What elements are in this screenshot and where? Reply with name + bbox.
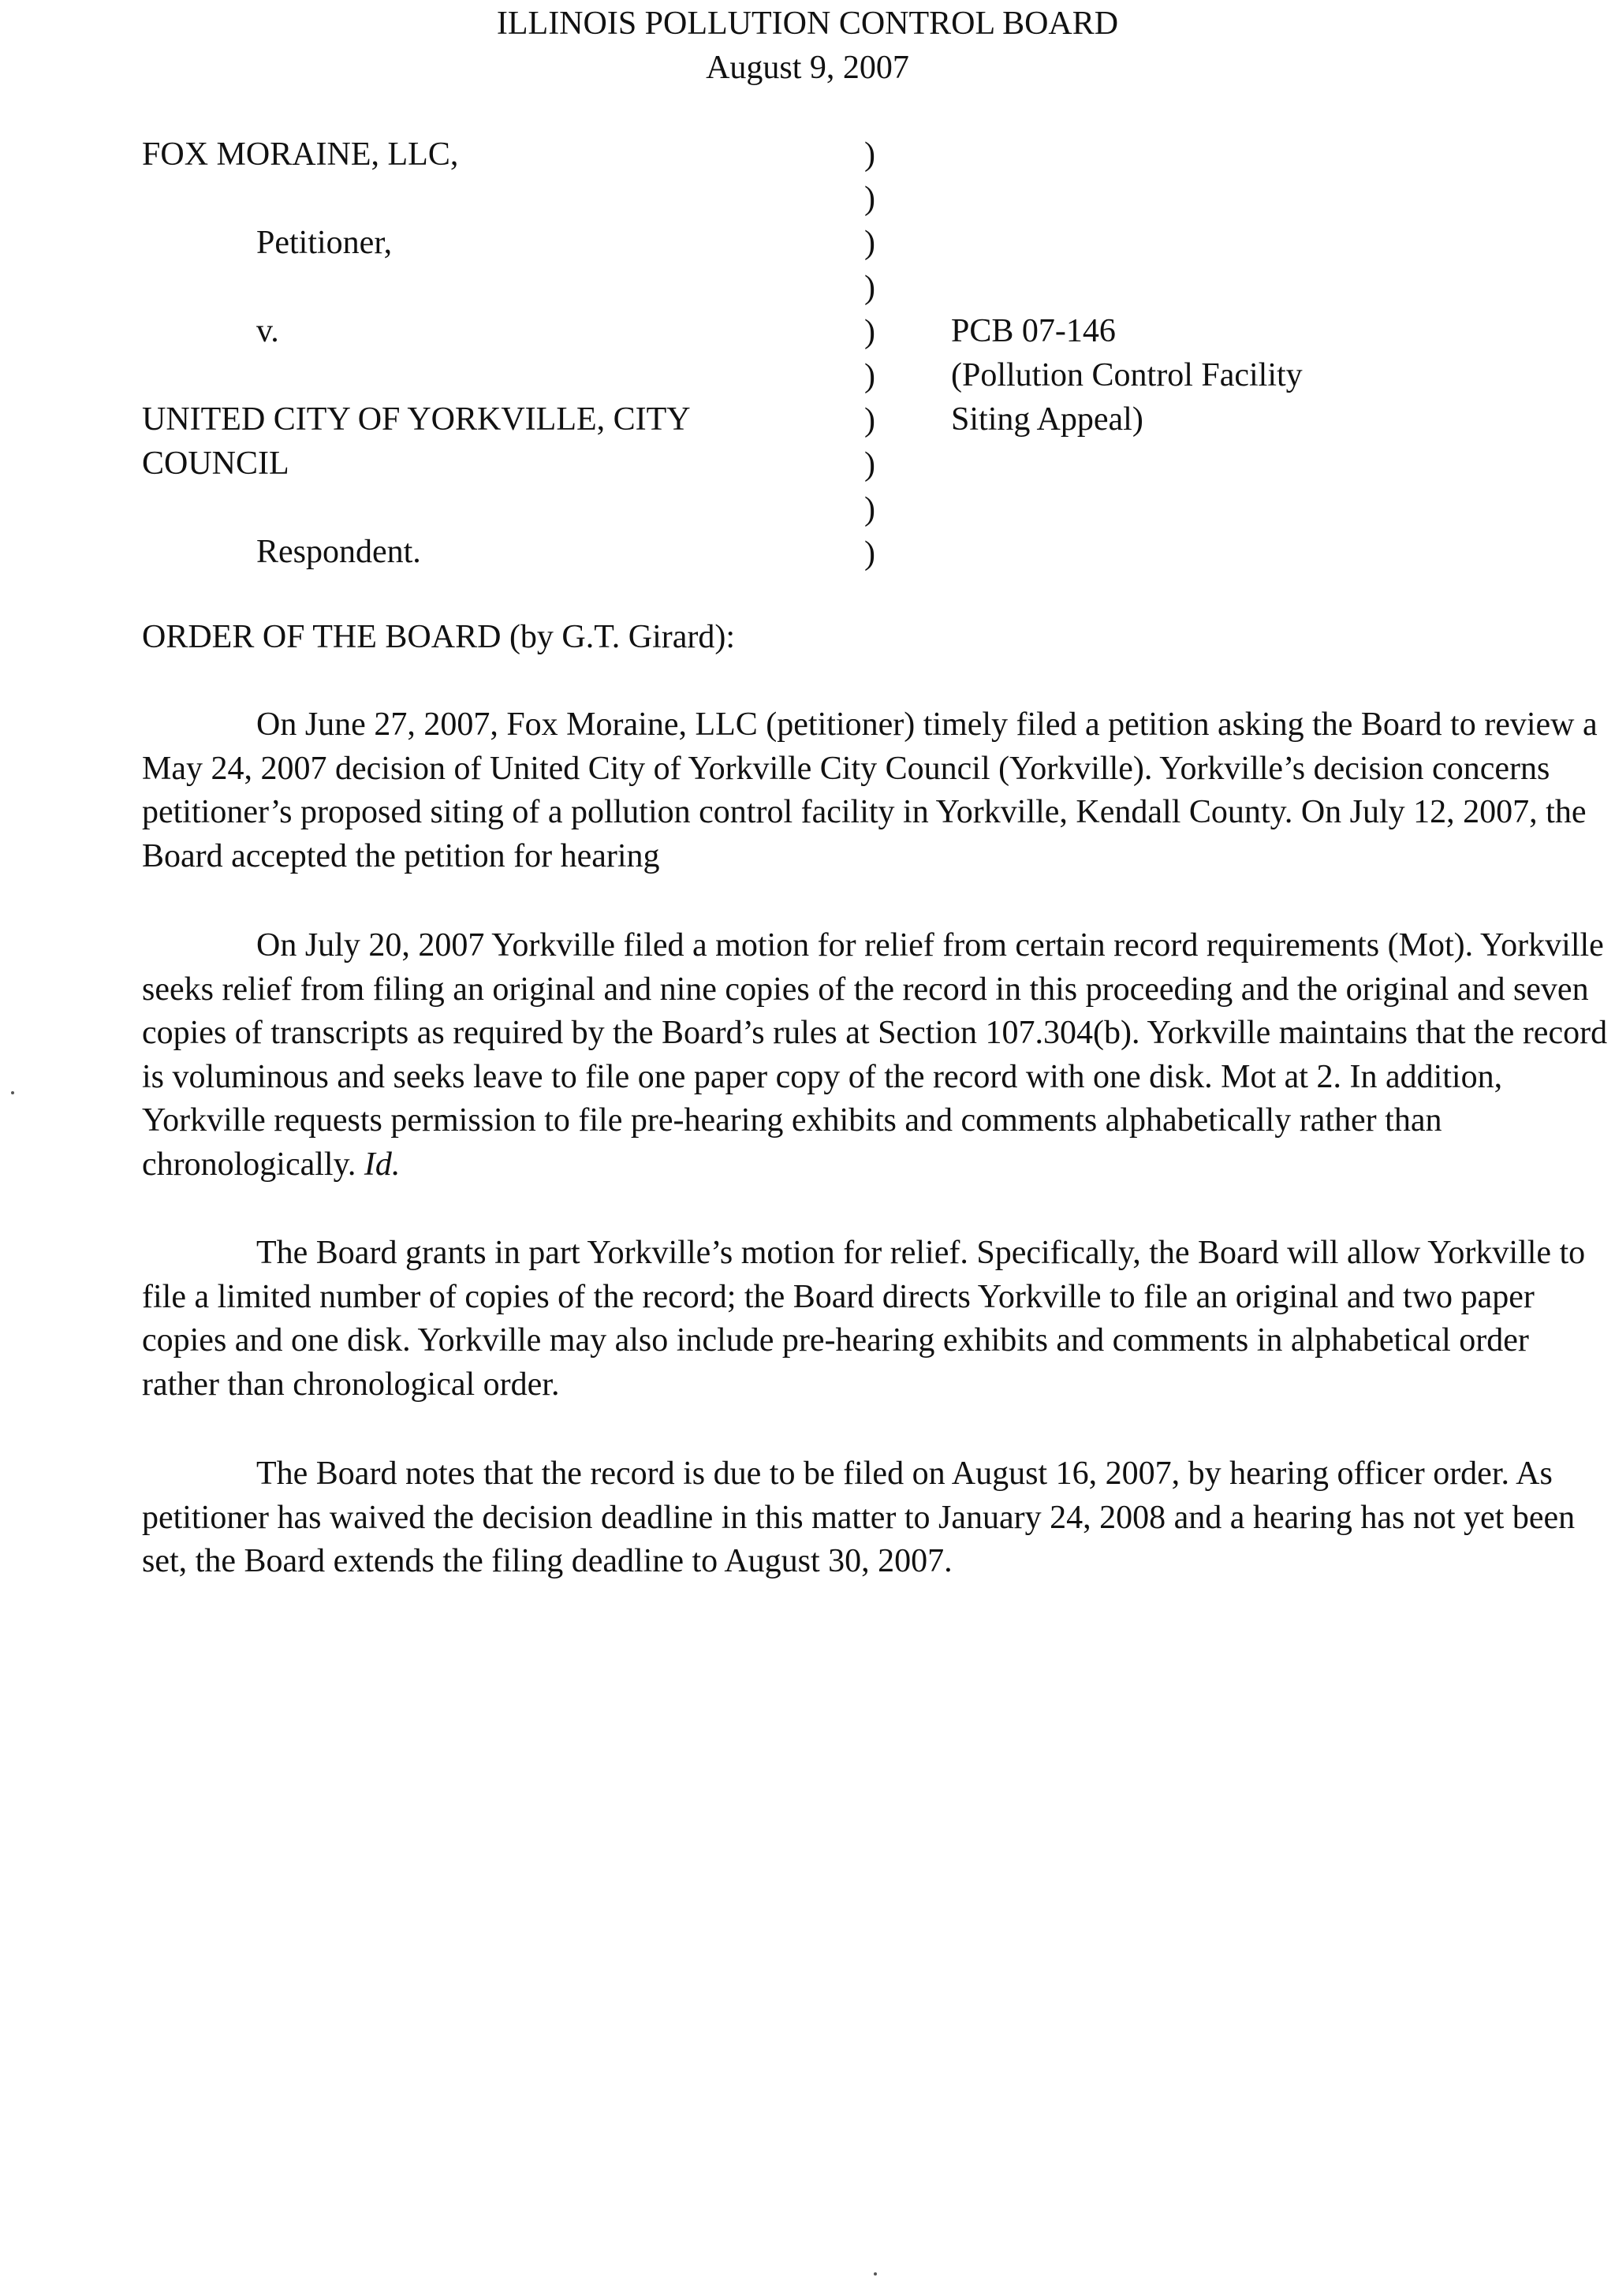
caption-paren: ) <box>864 446 875 483</box>
caption-paren: ) <box>864 136 875 173</box>
caption-paren: ) <box>864 269 875 306</box>
petitioner-name: FOX MORAINE, LLC, <box>142 136 459 173</box>
respondent-role: Respondent. <box>256 534 421 570</box>
document-date: August 9, 2007 <box>706 50 909 86</box>
case-info <box>951 309 1303 442</box>
agency-title: ILLINOIS POLLUTION CONTROL BOARD <box>496 6 1119 42</box>
caption-paren: ) <box>864 490 875 527</box>
citation-id: Id. <box>364 1146 401 1183</box>
body-paragraph: The Board notes that the record is due to be filed on August 16, 2007, by hearing officer order. As petitioner has waived the decision deadline in this matter to January 24, 2008 and a hearing has not yet been set, the Board extends the filing deadline to August 30, 2007. <box>142 1456 1576 1579</box>
versus-label: v. <box>256 313 279 349</box>
petitioner-role: Petitioner, <box>256 225 393 261</box>
respondent-name-line2: COUNCIL <box>142 445 289 482</box>
caption-paren-column <box>864 132 896 576</box>
order-heading: ORDER OF THE BOARD (by G.T. Girard): <box>142 619 736 655</box>
case-type-line2: Siting Appeal) <box>951 401 1143 438</box>
body-paragraph: On June 27, 2007, Fox Moraine, LLC (petitioner) timely filed a petition asking the Board to review a May 24, 2007 decision of United City of Yorkville City Council (Yorkville). Yorkville’s decision concerns petitioner’s proposed siting of a pollution control facility in Yorkville, Kendall County. On July 12, 2007, the Board accepted the petition for hearing <box>142 706 1598 874</box>
case-type-line1: (Pollution Control Facility <box>951 357 1303 393</box>
case-number: PCB 07-146 <box>951 313 1116 349</box>
caption-paren: ) <box>864 402 875 439</box>
scan-speck <box>874 2272 877 2276</box>
body-paragraph: The Board grants in part Yorkville’s motion for relief. Specifically, the Board will allow Yorkville to file a limited number of copies of the record; the Board directs Yorkville to file an original and two paper copies and one disk. Yorkville may also include pre-hearing exhibits and comments in alphabetical order rather than chronological order. <box>142 1235 1586 1403</box>
respondent-name-line1: UNITED CITY OF YORKVILLE, CITY <box>142 401 691 438</box>
paragraph-text: On July 20, 2007 Yorkville filed a motion for relief from certain record requirements (Mot). Yorkville seeks relief from filing an original and nine copies of the record in this proceeding and the original and seven copies of transcripts as required by the Board’s rules at Section 107.304(b). Yorkville maintains that the record is voluminous and seeks leave to file one paper copy of the record with one disk. Mot at 2. In addition, Yorkville requests permission to file pre-hearing exhibits and comments alphabetically rather than chronologically. <box>142 927 1608 1183</box>
caption-paren: ) <box>864 181 875 218</box>
caption-paren: ) <box>864 535 875 572</box>
body-paragraph <box>142 924 1613 1187</box>
caption-paren: ) <box>864 357 875 394</box>
scan-speck <box>11 1091 14 1094</box>
caption-paren: ) <box>864 225 875 262</box>
caption-paren: ) <box>864 313 875 350</box>
